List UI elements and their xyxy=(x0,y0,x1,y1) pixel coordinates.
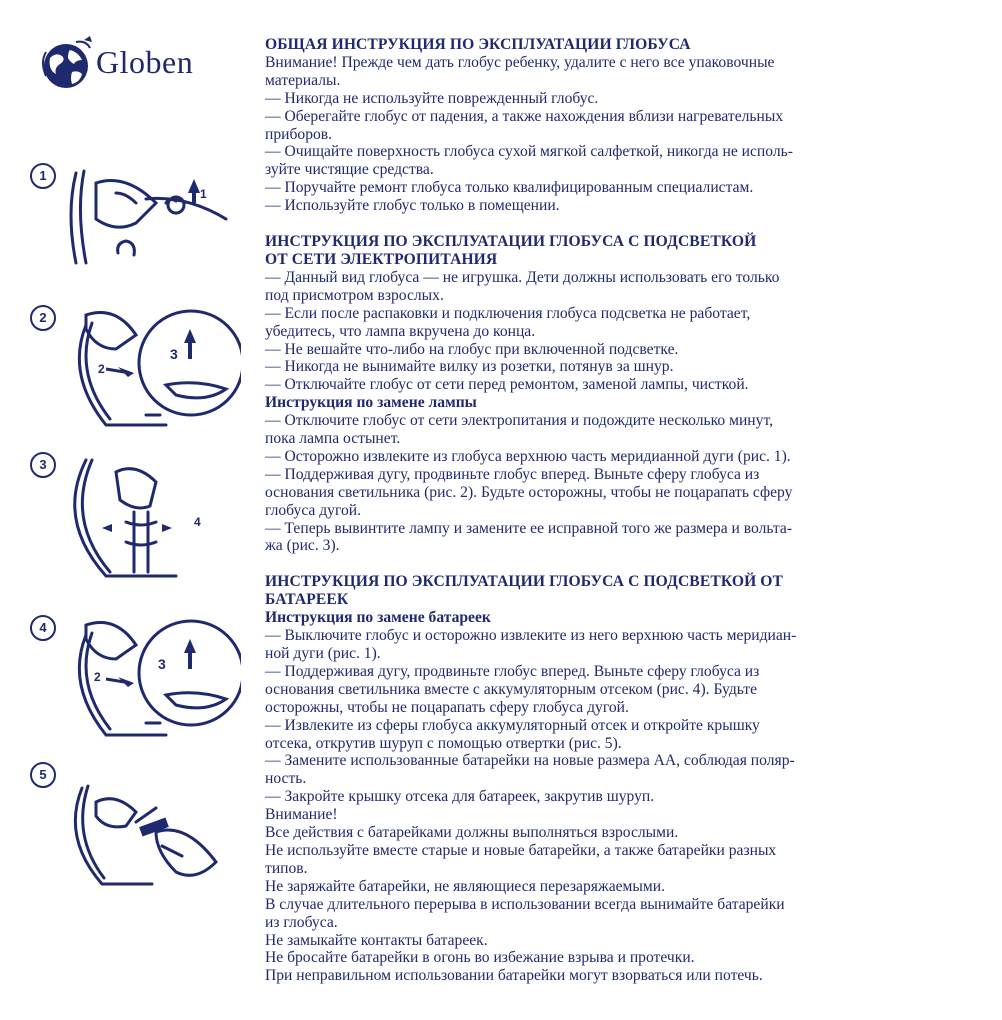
step-label: 1 xyxy=(200,187,207,201)
text-line: Не заряжайте батарейки, не являющиеся перезаряжаемыми. xyxy=(265,877,666,895)
globe-removal-drawing xyxy=(26,305,241,430)
step-number: 1 xyxy=(30,163,56,189)
text-line: Не бросайте батарейки в огонь во избежание взрыва и протечки. xyxy=(265,949,695,967)
text-line: — Поддерживая дугу, продвиньте глобус вперед. Выньте сферу глобуса из xyxy=(265,465,760,483)
text-line: зуйте чистящие средства. xyxy=(265,161,434,179)
instructions-text xyxy=(265,36,965,985)
step-label: 2 xyxy=(98,362,105,376)
text-line: — Поддерживая дугу, продвиньте глобус вперед. Выньте сферу глобуса из xyxy=(265,662,760,680)
step-2-illustration xyxy=(26,305,241,430)
text-line: основания светильника вместе с аккумуляторным отсеком (рис. 4). Будьте xyxy=(265,680,758,698)
text-line: Внимание! Прежде чем дать глобус ребенку, удалите с него все упаковочные xyxy=(265,53,775,71)
illustrations-column xyxy=(0,0,255,1020)
text-line: — Отключите глобус от сети электропитания и подождите несколько минут, xyxy=(265,412,773,430)
section-title: ОТ СЕТИ ЭЛЕКТРОПИТАНИЯ xyxy=(265,250,498,268)
step-number: 4 xyxy=(30,615,56,641)
text-line: Не используйте вместе старые и новые батарейки, а также батарейки разных xyxy=(265,841,777,859)
section-subtitle: Инструкция по замене лампы xyxy=(265,394,477,412)
meridian-removal-drawing xyxy=(26,163,241,293)
globe-icon xyxy=(36,34,96,94)
step-4-illustration xyxy=(26,615,241,740)
text-line: — Никогда не вынимайте вилку из розетки, потянув за шнур. xyxy=(265,358,674,376)
text-line: — Поручайте ремонт глобуса только квалифицированным специалистам. xyxy=(265,179,754,197)
step-number: 5 xyxy=(30,762,56,788)
text-line: Не замыкайте контакты батареек. xyxy=(265,931,488,949)
step-label: 4 xyxy=(194,515,201,529)
text-line: — Никогда не используйте поврежденный глобус. xyxy=(265,89,599,107)
text-line: — Извлеките из сферы глобуса аккумуляторный отсек и откройте крышку xyxy=(265,716,760,734)
section-battery-powered xyxy=(265,573,965,985)
text-line: — Закройте крышку отсека для батареек, закрутив шуруп. xyxy=(265,788,655,806)
text-line: отсека, открутив шуруп с помощью отвертки (рис. 5). xyxy=(265,734,622,752)
text-line: материалы. xyxy=(265,71,341,89)
step-label: 3 xyxy=(158,656,166,672)
battery-globe-removal-drawing xyxy=(26,615,241,740)
text-line: ность. xyxy=(265,770,307,788)
step-label: 2 xyxy=(94,670,101,684)
text-line: — Данный вид глобуса — не игрушка. Дети должны использовать его только xyxy=(265,268,780,286)
battery-compartment-drawing xyxy=(26,762,241,892)
brand-logo xyxy=(36,34,236,94)
text-line: Все действия с батарейками должны выполняться взрослыми. xyxy=(265,824,679,842)
step-label: 3 xyxy=(170,346,178,362)
text-line: жа (рис. 3). xyxy=(265,537,340,555)
step-number: 2 xyxy=(30,305,56,331)
text-line: из глобуса. xyxy=(265,913,338,931)
text-line: — Оберегайте глобус от падения, а также нахождения вблизи нагревательных xyxy=(265,107,784,125)
step-3-illustration xyxy=(26,452,241,582)
text-line: При неправильном использовании батарейки могут взорваться или потечь. xyxy=(265,967,763,985)
text-line: — Выключите глобус и осторожно извлеките из него верхнюю часть меридиан- xyxy=(265,627,797,645)
section-mains-powered xyxy=(265,233,965,555)
text-line: типов. xyxy=(265,859,308,877)
text-line: основания светильника (рис. 2). Будьте осторожны, чтобы не поцарапать сферу xyxy=(265,483,793,501)
text-line: убедитесь, что лампа вкручена до конца. xyxy=(265,322,536,340)
section-title: ИНСТРУКЦИЯ ПО ЭКСПЛУАТАЦИИ ГЛОБУСА С ПОДСВЕТКОЙ ОТ xyxy=(265,573,784,591)
text-line: — Используйте глобус только в помещении. xyxy=(265,197,560,215)
section-general xyxy=(265,36,965,215)
step-number: 3 xyxy=(30,452,56,478)
section-title: БАТАРЕЕК xyxy=(265,591,349,609)
section-title: ИНСТРУКЦИЯ ПО ЭКСПЛУАТАЦИИ ГЛОБУСА С ПОДСВЕТКОЙ xyxy=(265,233,757,251)
text-line: под присмотром взрослых. xyxy=(265,286,444,304)
text-line: глобуса дугой. xyxy=(265,501,362,519)
section-subtitle: Инструкция по замене батареек xyxy=(265,609,491,627)
text-line: — Теперь вывинтите лампу и замените ее исправной того же размера и вольта- xyxy=(265,519,793,537)
lamp-replacement-drawing xyxy=(26,452,241,582)
step-5-illustration xyxy=(26,762,241,892)
warning-label: Внимание! xyxy=(265,806,338,824)
text-line: осторожны, чтобы не поцарапать сферу глобуса дугой. xyxy=(265,698,629,716)
text-line: — Осторожно извлеките из глобуса верхнюю часть меридианной дуги (рис. 1). xyxy=(265,447,791,465)
text-line: пока лампа остынет. xyxy=(265,430,401,448)
text-line: ной дуги (рис. 1). xyxy=(265,645,381,662)
text-line: — Замените использованные батарейки на новые размера АА, соблюдая поляр- xyxy=(265,752,795,770)
text-line: — Отключайте глобус от сети перед ремонтом, заменой лампы, чисткой. xyxy=(265,376,749,394)
text-line: В случае длительного перерыва в использовании всегда вынимайте батарейки xyxy=(265,895,785,913)
text-line: — Не вешайте что-либо на глобус при включенной подсветке. xyxy=(265,340,679,358)
text-line: — Очищайте поверхность глобуса сухой мягкой салфеткой, никогда не исполь- xyxy=(265,143,793,161)
section-title: ОБЩАЯ ИНСТРУКЦИЯ ПО ЭКСПЛУАТАЦИИ ГЛОБУСА xyxy=(265,36,691,53)
brand-name: Globen xyxy=(96,44,194,80)
step-1-illustration xyxy=(26,163,241,293)
text-line: приборов. xyxy=(265,125,333,143)
text-line: — Если после распаковки и подключения глобуса подсветка не работает, xyxy=(265,304,751,322)
